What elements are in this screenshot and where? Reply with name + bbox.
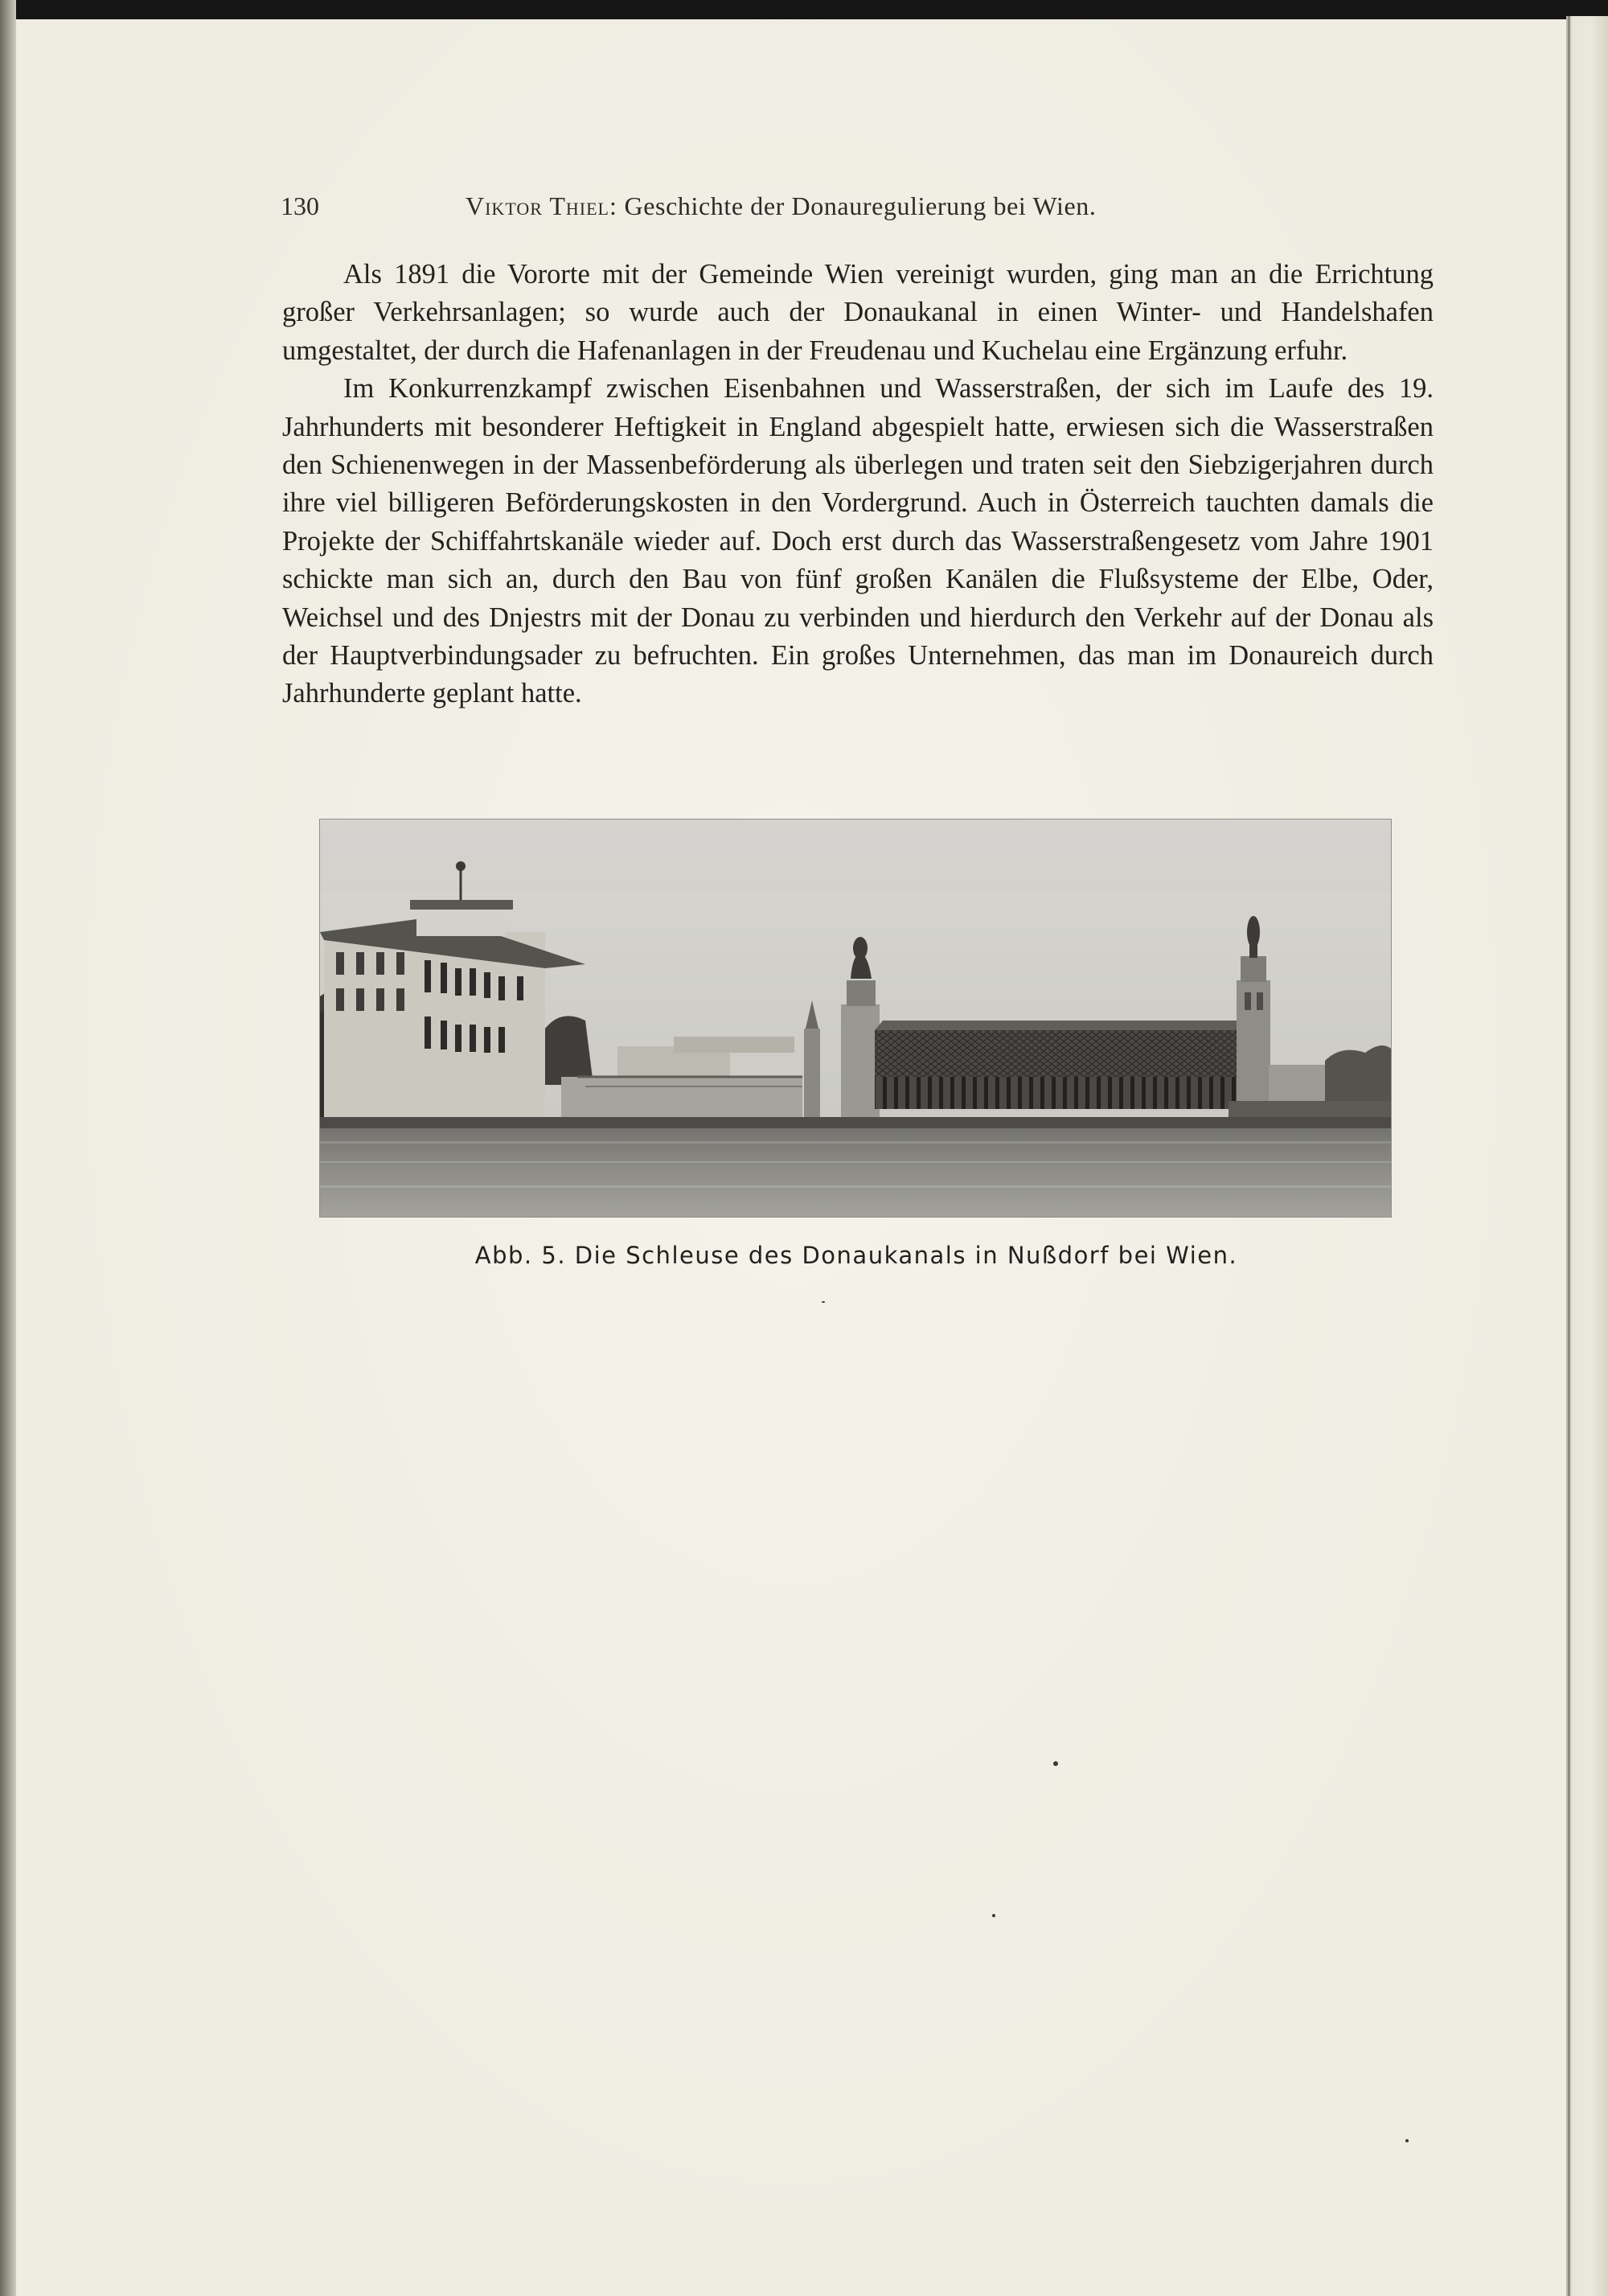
figure-photograph	[320, 819, 1391, 1217]
running-head-author: Viktor Thiel:	[466, 191, 617, 220]
running-head	[281, 191, 1229, 227]
dust-speck	[822, 1301, 825, 1303]
page-fold-line	[1568, 16, 1570, 2296]
lock-photograph-illustration	[320, 819, 1391, 1217]
body-text	[282, 256, 1434, 713]
page-edge-stack	[1566, 16, 1608, 2296]
dust-speck	[1053, 1761, 1058, 1766]
page-number: 130	[281, 191, 319, 220]
paragraph: Im Konkurrenzkampf zwischen Eisenbahnen und Wasserstraßen, der sich im Laufe des 19. Jahrhunderts mit besonderer Heftigkeit in England abgespielt hatte, erwiesen sich die Wasserstraßen den Schienenwegen in der Massenbeförderung als überlegen und traten seit den Siebzigerjahren durch ihre viel billigeren Beförderungskosten in den Vordergrund. Auch in Österreich tauchten damals die Projekte der Schiffahrtskanäle wieder auf. Doch erst durch das Wasserstraßengesetz vom Jahre 1901 schickte man sich an, durch den Bau von fünf großen Kanälen die Flußsysteme der Elbe, Oder, Weichsel und des Dnjestrs mit der Donau zu verbinden und hierdurch den Verkehr auf der Donau als der Hauptverbindungsader zu befruchten. Ein großes Unternehmen, das man im Donaureich durch Jahrhunderte geplant hatte.	[282, 373, 1434, 709]
page-spine-shadow	[0, 0, 16, 2296]
dust-speck	[992, 1914, 995, 1917]
figure-caption: Abb. 5. Die Schleuse des Donaukanals in Nußdorf bei Wien.	[474, 1242, 1238, 1269]
scan-top-border	[0, 0, 1608, 21]
dust-speck	[1405, 2139, 1409, 2142]
paragraph: Als 1891 die Vororte mit der Gemeinde Wien vereinigt wurden, ging man an die Errichtung großer Verkehrsanlagen; so wurde auch der Donaukanal in einen Winter- und Handelshafen umgestaltet, der durch die Hafenanlagen in der Freudenau und Kuchelau eine Ergänzung erfuhr.	[282, 259, 1434, 366]
running-head-work-title: Geschichte der Donauregulierung bei Wien.	[624, 191, 1097, 220]
running-head-title	[466, 191, 1096, 221]
